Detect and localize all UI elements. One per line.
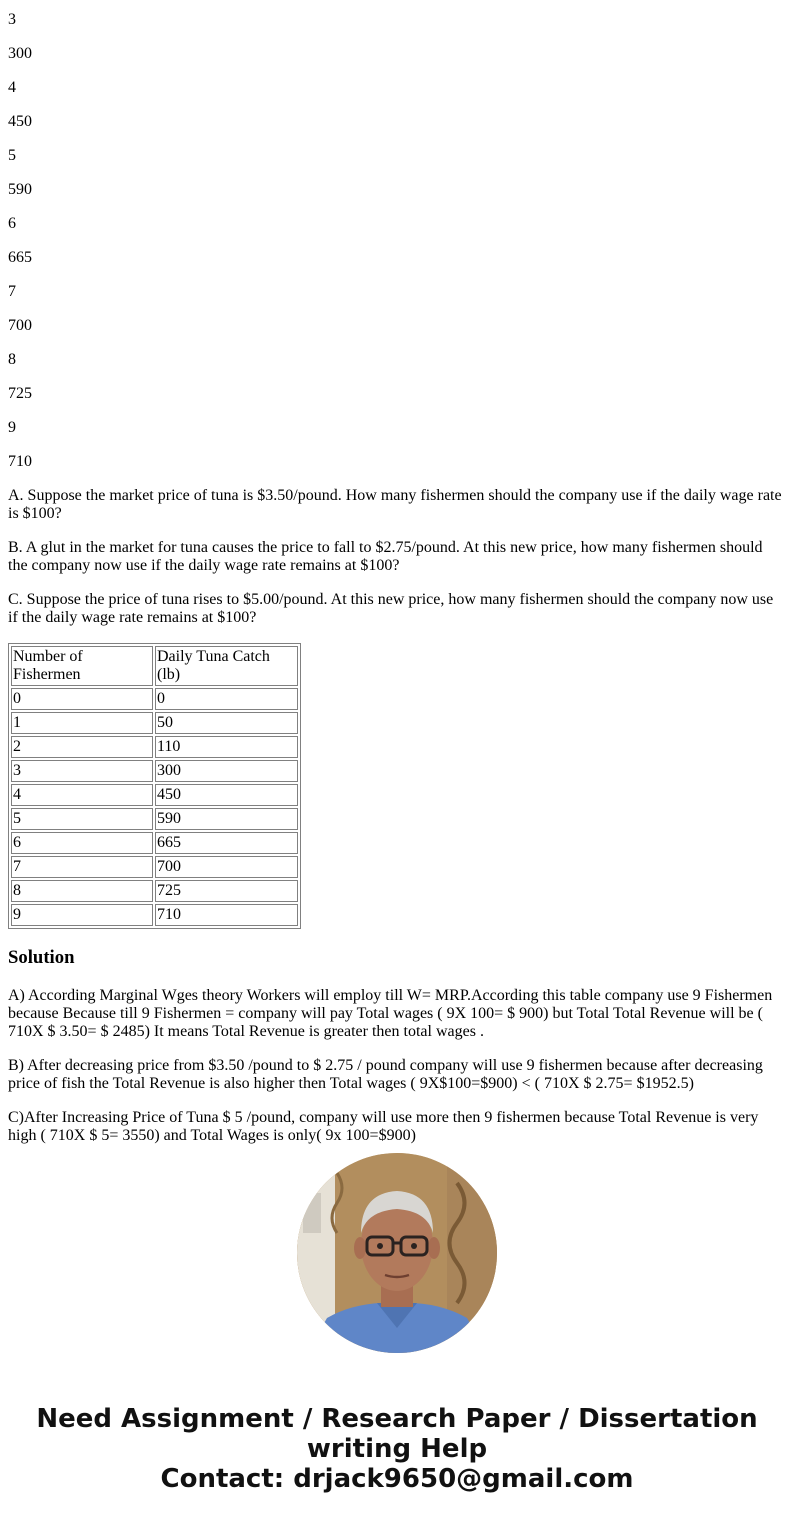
catch-value-line: 700 — [8, 317, 32, 334]
solution-paragraph: C)After Increasing Price of Tuna $ 5 /pound, company will use more then 9 fishermen because Total Revenue is very high ( 710X $ 5= 3550) and Total Wages is only( 9x 100=$900) — [8, 1109, 759, 1144]
table-row — [11, 712, 298, 734]
catch-value-line: 6 — [8, 215, 16, 232]
table-cell: 300 — [155, 760, 298, 782]
table-cell: 700 — [155, 856, 298, 878]
table-cell: 1 — [11, 712, 153, 734]
catch-value-line: 8 — [8, 351, 16, 368]
author-avatar — [297, 1153, 497, 1353]
table-cell: 450 — [155, 784, 298, 806]
promo-contact: Contact: drjack9650@gmail.com — [160, 1464, 634, 1494]
promo-banner — [0, 1404, 794, 1494]
table-row — [11, 808, 298, 830]
question-list — [8, 487, 786, 627]
table-row — [11, 688, 298, 710]
solution-paragraph: B) After decreasing price from $3.50 /pound to $ 2.75 / pound company will use 9 fishermen because after decreasing price of fish the Total Revenue is also higher then Total wages ( 9X$100=$900) < ( 710X $ 2.75= $1952.5) — [8, 1057, 763, 1092]
table-cell: 590 — [155, 808, 298, 830]
table-header-cell: Number of Fishermen — [11, 646, 153, 686]
table-row — [11, 832, 298, 854]
catch-value-line: 5 — [8, 147, 16, 164]
table-cell: 665 — [155, 832, 298, 854]
table-row — [11, 784, 298, 806]
catch-value-line: 9 — [8, 419, 16, 436]
tuna-catch-table — [8, 643, 301, 929]
table-row — [11, 880, 298, 902]
table-cell: 8 — [11, 880, 153, 902]
solution-heading: Solution — [8, 947, 75, 968]
table-cell: 50 — [155, 712, 298, 734]
catch-value-line: 300 — [8, 45, 32, 62]
table-row — [11, 904, 298, 926]
catch-value-line: 7 — [8, 283, 16, 300]
table-row — [11, 760, 298, 782]
question-paragraph: C. Suppose the price of tuna rises to $5.00/pound. At this new price, how many fishermen should the company now use if the daily wage rate remains at $100? — [8, 591, 774, 626]
question-paragraph: B. A glut in the market for tuna causes the price to fall to $2.75/pound. At this new price, how many fishermen should the company now use if the daily wage rate remains at $100? — [8, 539, 763, 574]
document-content — [8, 0, 786, 1161]
table-header-row — [11, 646, 298, 686]
solution-paragraph: A) According Marginal Wges theory Workers will employ till W= MRP.According this table company use 9 Fishermen because Because till 9 Fishermen = company will pay Total wages ( 9X 100= $ 900) but Total Total Revenue will be ( 710X $ 3.50= $ 2485) It means Total Revenue is greater then total wages . — [8, 987, 773, 1040]
author-photo-illustration — [297, 1153, 497, 1353]
table-cell: 2 — [11, 736, 153, 758]
table-cell: 6 — [11, 832, 153, 854]
table-cell: 725 — [155, 880, 298, 902]
table-row — [11, 856, 298, 878]
table-cell: 0 — [11, 688, 153, 710]
table-cell: 0 — [155, 688, 298, 710]
catch-value-line: 590 — [8, 181, 32, 198]
table-cell: 710 — [155, 904, 298, 926]
catch-value-list — [8, 0, 786, 471]
table-cell: 5 — [11, 808, 153, 830]
table-header-cell: Daily Tuna Catch (lb) — [155, 646, 298, 686]
catch-value-line: 725 — [8, 385, 32, 402]
table-cell: 7 — [11, 856, 153, 878]
table-row — [11, 736, 298, 758]
table-cell: 4 — [11, 784, 153, 806]
catch-value-line: 3 — [8, 11, 16, 28]
table-cell: 110 — [155, 736, 298, 758]
table-cell: 9 — [11, 904, 153, 926]
catch-value-line: 450 — [8, 113, 32, 130]
question-paragraph: A. Suppose the market price of tuna is $3.50/pound. How many fishermen should the company use if the daily wage rate is $100? — [8, 487, 782, 522]
catch-value-line: 665 — [8, 249, 32, 266]
solution-paragraphs — [8, 987, 786, 1145]
catch-value-line: 710 — [8, 453, 32, 470]
catch-value-line: 4 — [8, 79, 16, 96]
table-cell: 3 — [11, 760, 153, 782]
promo-line-1: Need Assignment / Research Paper / Dissertation — [36, 1404, 758, 1434]
promo-line-2: writing Help — [306, 1434, 488, 1464]
